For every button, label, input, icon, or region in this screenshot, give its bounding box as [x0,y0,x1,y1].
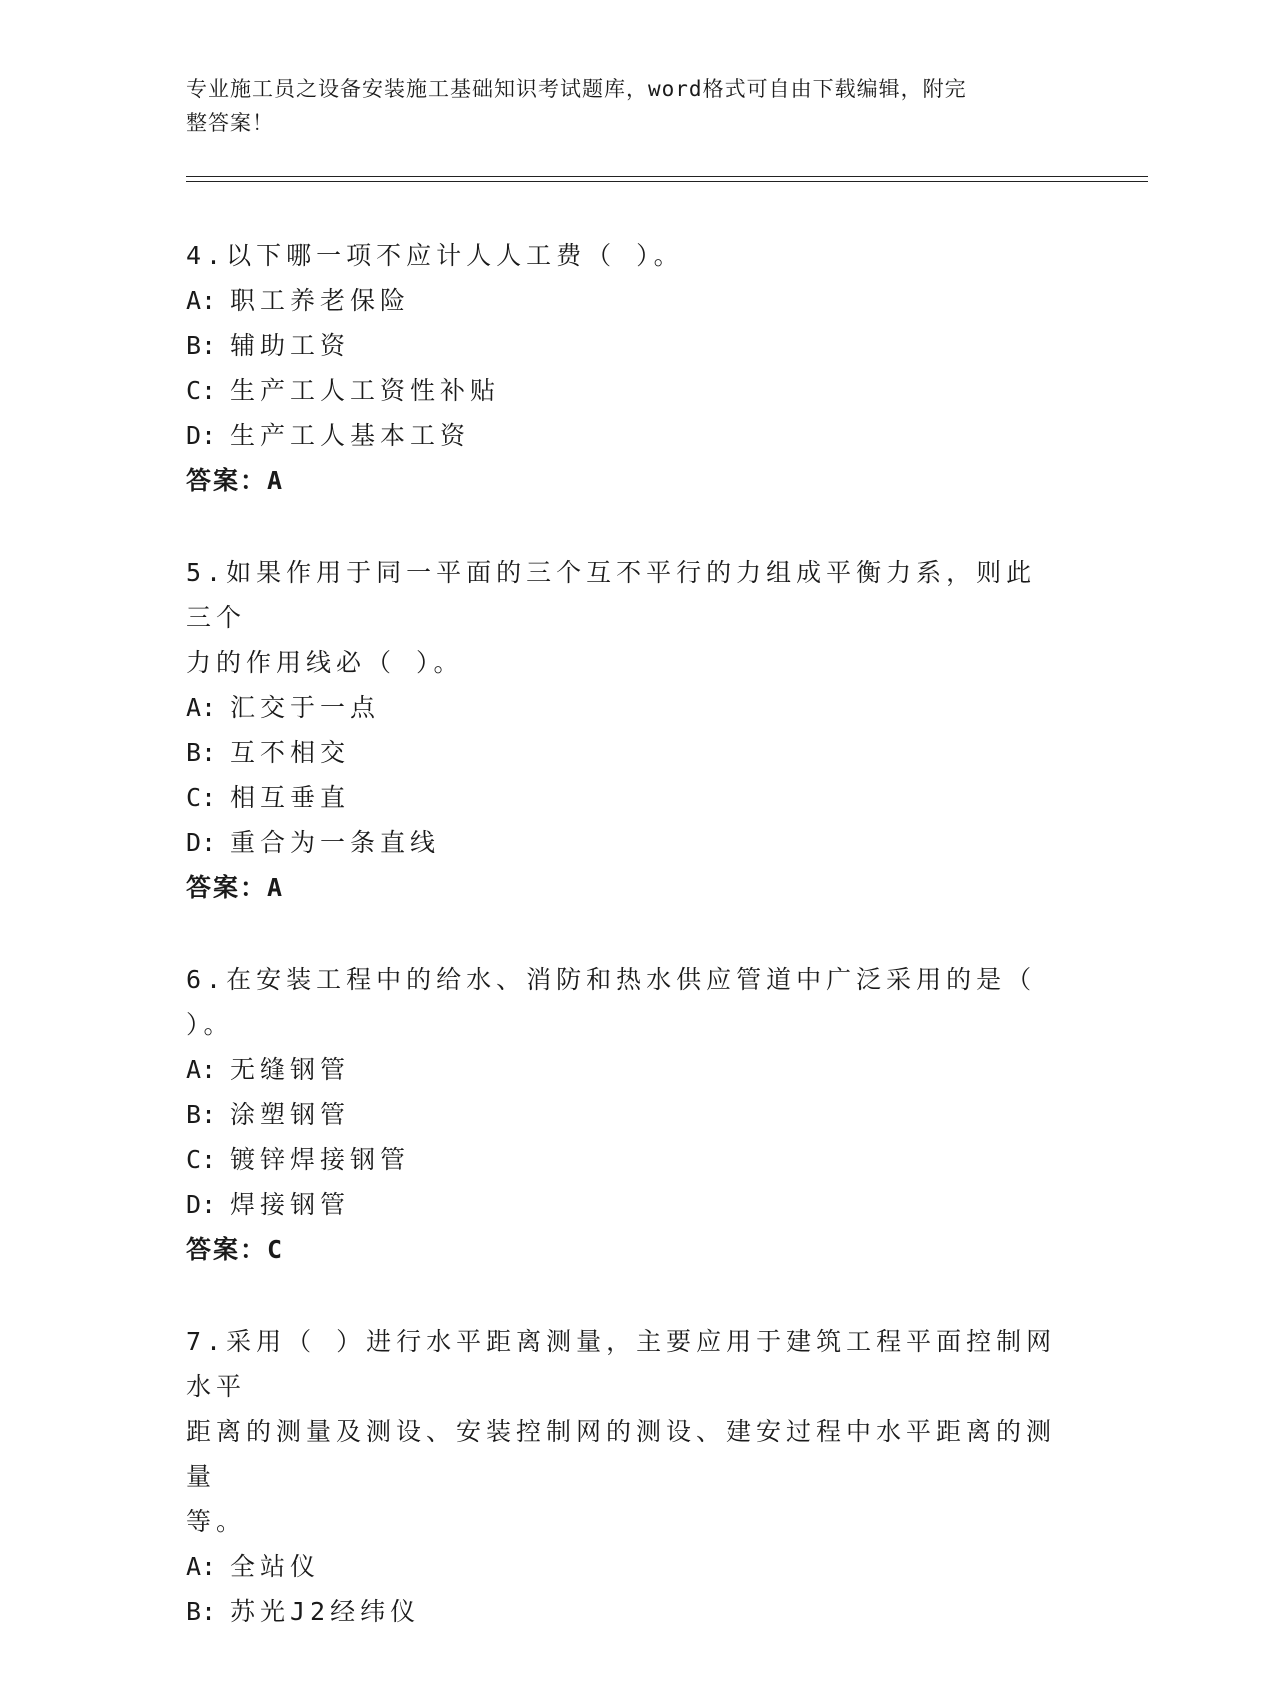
question-list [186,233,1066,1681]
option-letter: A: [186,286,217,315]
option-letter: A: [186,1055,217,1084]
header-line-2: 整答案！ [186,111,274,135]
option-letter: B: [186,1100,217,1129]
answer-line: 答案：C [186,1235,285,1264]
option-letter: B: [186,331,217,360]
answer-line: 答案：A [186,466,285,495]
option-a [186,1047,1066,1092]
option-c [186,368,1066,413]
header-line-1: 专业施工员之设备安装施工基础知识考试题库，word格式可自由下载编辑，附完 [186,77,967,101]
answer-line: 答案：A [186,873,285,902]
question-stem-line-1: 5.如果作用于同一平面的三个互不平行的力组成平衡力系，则此三个 [186,558,1037,632]
option-text: 重合为一条直线 [230,828,441,857]
option-text: 职工养老保险 [230,286,411,315]
question-stem-line-3: 等。 [186,1507,247,1536]
option-letter: A: [186,1552,217,1581]
option-letter: B: [186,738,217,767]
option-text: 相互垂直 [230,783,351,812]
option-b [186,730,1066,775]
option-text: 汇交于一点 [230,693,381,722]
option-d [186,1182,1066,1227]
question-stem: 6.在安装工程中的给水、消防和热水供应管道中广泛采用的是（ ）。 [186,965,1037,1039]
option-letter: C: [186,1145,217,1174]
header-divider-top [186,176,1148,177]
option-text: 镀锌焊接钢管 [230,1145,411,1174]
document-header [186,72,1066,140]
option-text: 生产工人基本工资 [230,421,471,450]
option-letter: C: [186,783,217,812]
option-b [186,1589,1066,1634]
option-a [186,685,1066,730]
option-letter: D: [186,421,217,450]
question-stem: 4.以下哪一项不应计人人工费（ ）。 [186,241,684,270]
question-stem-line-2: 力的作用线必（ ）。 [186,648,464,677]
option-b [186,323,1066,368]
option-text: 苏光J2经纬仪 [230,1597,421,1626]
option-text: 焊接钢管 [230,1190,351,1219]
question-6 [186,957,1066,1272]
option-letter: B: [186,1597,217,1626]
header-divider-bottom [186,181,1148,182]
option-text: 辅助工资 [230,331,351,360]
option-a [186,1544,1066,1589]
option-letter: D: [186,1190,217,1219]
option-text: 全站仪 [230,1552,321,1581]
option-letter: A: [186,693,217,722]
option-text: 互不相交 [230,738,351,767]
option-c [186,1137,1066,1182]
option-a [186,278,1066,323]
question-stem-line-2: 距离的测量及测设、安装控制网的测设、建安过程中水平距离的测量 [186,1417,1057,1491]
option-text: 无缝钢管 [230,1055,351,1084]
option-letter: C: [186,376,217,405]
question-7 [186,1319,1066,1634]
option-d [186,820,1066,865]
option-d [186,413,1066,458]
question-4 [186,233,1066,503]
question-stem-line-1: 7.采用（ ）进行水平距离测量，主要应用于建筑工程平面控制网水平 [186,1327,1057,1401]
question-5 [186,550,1066,910]
option-text: 涂塑钢管 [230,1100,351,1129]
option-text: 生产工人工资性补贴 [230,376,501,405]
option-b [186,1092,1066,1137]
option-c [186,775,1066,820]
option-letter: D: [186,828,217,857]
